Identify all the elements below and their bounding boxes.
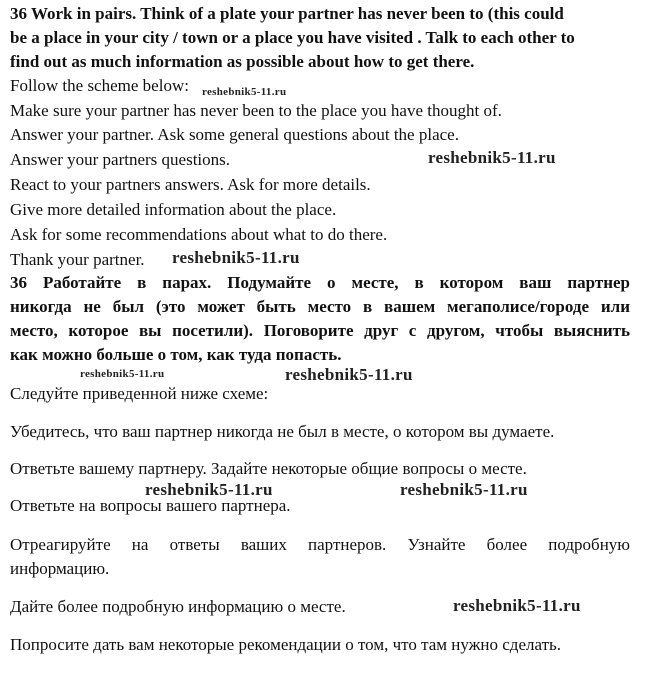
russian-heading-line-3: место, которое вы посетили). Поговорите друг с другом, чтобы выяснить — [10, 321, 630, 340]
english-heading-line-1: 36 Work in pairs. Think of a plate your partner has never been to (this could — [10, 4, 564, 23]
english-step-5: Give more detailed information about the place. — [10, 200, 337, 219]
russian-heading-line-1: 36 Работайте в парах. Подумайте о месте, в котором ваш партнер — [10, 273, 630, 292]
english-step-2: Answer your partner. Ask some general questions about the place. — [10, 125, 459, 144]
watermark: reshebnik5-11.ru — [145, 480, 273, 499]
english-heading-line-2: be a place in your city / town or a place you have visited . Talk to each other to — [10, 28, 575, 47]
watermark: reshebnik5-11.ru — [453, 596, 581, 615]
russian-step-4-continued: информацию. — [10, 559, 110, 578]
english-step-1: Make sure your partner has never been to the place you have thought of. — [10, 101, 502, 120]
watermark: reshebnik5-11.ru — [172, 248, 300, 267]
english-step-6: Ask for some recommendations about what to do there. — [10, 225, 388, 244]
russian-scheme-intro: Следуйте приведенной ниже схеме: — [10, 384, 269, 403]
russian-step-6: Попросите дать вам некоторые рекомендации о том, что там нужно сделать. — [10, 635, 562, 654]
russian-step-1: Убедитесь, что ваш партнер никогда не был в месте, о котором вы думаете. — [10, 422, 555, 441]
english-step-7: Thank your partner. — [10, 250, 145, 269]
watermark: reshebnik5-11.ru — [428, 148, 556, 167]
english-step-4: React to your partners answers. Ask for more details. — [10, 175, 371, 194]
watermark: reshebnik5-11.ru — [400, 480, 528, 499]
russian-step-4: Отреагируйте на ответы ваших партнеров. Узнайте более подробную — [10, 535, 630, 554]
watermark: reshebnik5-11.ru — [202, 86, 287, 98]
russian-step-3: Ответьте на вопросы вашего партнера. — [10, 496, 291, 515]
russian-heading-line-4: как можно больше о том, как туда попасть. — [10, 345, 342, 364]
russian-step-5: Дайте более подробную информацию о месте. — [10, 597, 346, 616]
english-scheme-intro: Follow the scheme below: — [10, 76, 189, 95]
russian-step-2: Ответьте вашему партнеру. Задайте некоторые общие вопросы о месте. — [10, 459, 527, 478]
english-heading-line-3: find out as much information as possible about how to get there. — [10, 52, 475, 71]
watermark: reshebnik5-11.ru — [80, 368, 165, 380]
russian-heading-line-2: никогда не был (это может быть место в вашем мегаполисе/городе или — [10, 297, 630, 316]
watermark: reshebnik5-11.ru — [285, 365, 413, 384]
english-step-3: Answer your partners questions. — [10, 150, 231, 169]
